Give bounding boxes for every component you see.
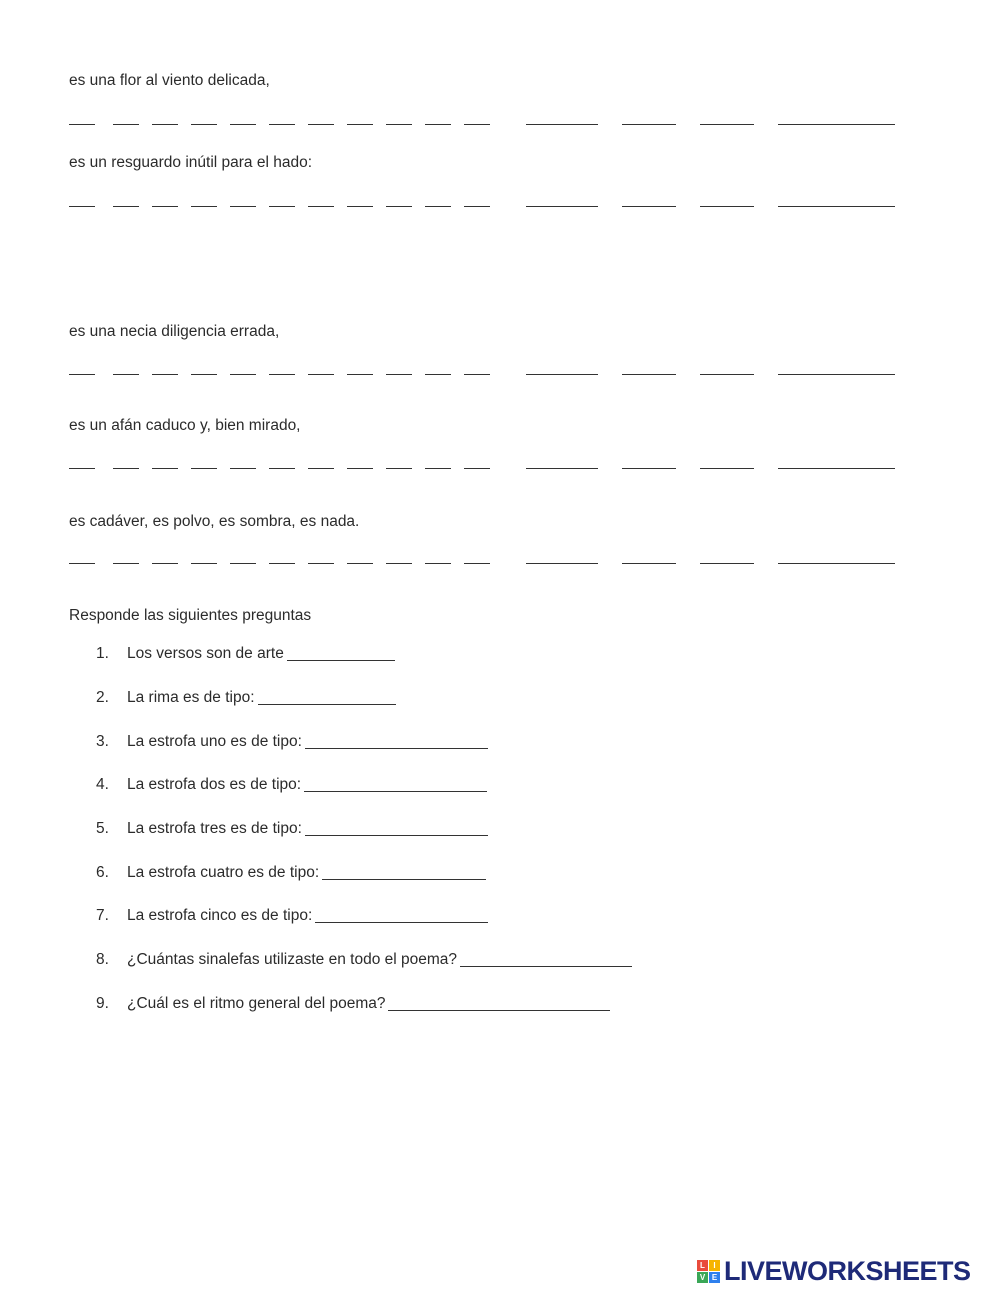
syllable-blank[interactable] — [69, 468, 95, 469]
syllable-blank[interactable] — [778, 374, 895, 375]
question-text: La estrofa cuatro es de tipo: — [127, 864, 320, 881]
syllable-blank[interactable] — [386, 124, 412, 125]
syllable-blank[interactable] — [269, 468, 295, 469]
syllable-blank[interactable] — [152, 374, 178, 375]
question-3 — [96, 732, 488, 752]
syllable-blank[interactable] — [347, 124, 373, 125]
answer-blank[interactable] — [305, 835, 488, 836]
syllable-blank[interactable] — [230, 374, 256, 375]
logo-letter: E — [709, 1272, 720, 1283]
question-4 — [96, 775, 487, 795]
syllable-blank[interactable] — [700, 374, 754, 375]
answer-blank[interactable] — [258, 704, 396, 705]
answer-blank[interactable] — [287, 660, 395, 661]
question-number: 1. — [96, 645, 109, 662]
syllable-blank[interactable] — [269, 124, 295, 125]
question-7 — [96, 906, 488, 926]
syllable-blank[interactable] — [308, 206, 334, 207]
syllable-blank[interactable] — [425, 124, 451, 125]
question-6 — [96, 863, 486, 883]
question-8 — [96, 950, 632, 970]
syllable-blank[interactable] — [152, 206, 178, 207]
syllable-blank[interactable] — [464, 563, 490, 564]
answer-blank[interactable] — [460, 966, 632, 967]
verse-3: es una necia diligencia errada, — [69, 323, 280, 340]
syllable-blank[interactable] — [191, 206, 217, 207]
syllable-blank[interactable] — [622, 563, 676, 564]
syllable-blank[interactable] — [386, 206, 412, 207]
syllable-blank-row — [69, 460, 895, 472]
syllable-blank[interactable] — [526, 468, 598, 469]
syllable-blank[interactable] — [113, 206, 139, 207]
syllable-blank[interactable] — [191, 374, 217, 375]
syllable-blank[interactable] — [269, 563, 295, 564]
syllable-blank[interactable] — [308, 468, 334, 469]
logo-mark-icon — [697, 1260, 720, 1283]
syllable-blank[interactable] — [308, 374, 334, 375]
syllable-blank[interactable] — [308, 563, 334, 564]
syllable-blank[interactable] — [778, 206, 895, 207]
syllable-blank[interactable] — [622, 468, 676, 469]
answer-blank[interactable] — [315, 922, 488, 923]
verse-2: es un resguardo inútil para el hado: — [69, 154, 312, 171]
question-number: 2. — [96, 689, 109, 706]
syllable-blank[interactable] — [622, 206, 676, 207]
syllable-blank[interactable] — [191, 563, 217, 564]
logo-letter: L — [697, 1260, 708, 1271]
syllable-blank[interactable] — [113, 563, 139, 564]
syllable-blank[interactable] — [622, 374, 676, 375]
syllable-blank[interactable] — [526, 124, 598, 125]
syllable-blank[interactable] — [347, 374, 373, 375]
brand-wordmark: LIVEWORKSHEETS — [724, 1255, 971, 1286]
syllable-blank[interactable] — [69, 206, 95, 207]
syllable-blank[interactable] — [700, 206, 754, 207]
question-number: 3. — [96, 733, 109, 750]
question-text: ¿Cuántas sinalefas utilizaste en todo el poema? — [127, 951, 458, 968]
syllable-blank[interactable] — [386, 563, 412, 564]
syllable-blank[interactable] — [526, 563, 598, 564]
syllable-blank[interactable] — [700, 124, 754, 125]
question-text: La estrofa tres es de tipo: — [127, 820, 302, 837]
syllable-blank[interactable] — [230, 563, 256, 564]
question-number: 7. — [96, 907, 109, 924]
syllable-blank[interactable] — [152, 468, 178, 469]
question-5 — [96, 819, 488, 839]
syllable-blank[interactable] — [113, 468, 139, 469]
question-text: ¿Cuál es el ritmo general del poema? — [127, 995, 386, 1012]
syllable-blank[interactable] — [113, 374, 139, 375]
answer-blank[interactable] — [304, 791, 487, 792]
answer-blank[interactable] — [305, 748, 488, 749]
question-text: La estrofa cinco es de tipo: — [127, 907, 313, 924]
liveworksheets-logo — [697, 1256, 971, 1286]
syllable-blank[interactable] — [622, 124, 676, 125]
syllable-blank[interactable] — [526, 374, 598, 375]
question-number: 5. — [96, 820, 109, 837]
verse-5: es cadáver, es polvo, es sombra, es nada. — [69, 513, 360, 530]
syllable-blank[interactable] — [230, 124, 256, 125]
question-number: 4. — [96, 776, 109, 793]
syllable-blank[interactable] — [464, 206, 490, 207]
syllable-blank[interactable] — [778, 468, 895, 469]
syllable-blank[interactable] — [425, 563, 451, 564]
verse-4: es un afán caduco y, bien mirado, — [69, 417, 301, 434]
answer-blank[interactable] — [322, 879, 486, 880]
syllable-blank[interactable] — [425, 206, 451, 207]
syllable-blank[interactable] — [69, 374, 95, 375]
syllable-blank[interactable] — [191, 468, 217, 469]
question-number: 9. — [96, 995, 109, 1012]
question-2 — [96, 688, 396, 708]
question-9 — [96, 994, 610, 1014]
syllable-blank[interactable] — [230, 468, 256, 469]
question-text: La estrofa uno es de tipo: — [127, 733, 302, 750]
verse-1: es una flor al viento delicada, — [69, 72, 270, 89]
question-text: Los versos son de arte — [127, 645, 284, 662]
syllable-blank[interactable] — [269, 206, 295, 207]
syllable-blank[interactable] — [425, 468, 451, 469]
syllable-blank-row — [69, 366, 895, 378]
syllable-blank[interactable] — [308, 124, 334, 125]
syllable-blank[interactable] — [69, 563, 95, 564]
syllable-blank-row — [69, 116, 895, 128]
question-1 — [96, 644, 395, 664]
logo-letter: V — [697, 1272, 708, 1283]
logo-letter: I — [709, 1260, 720, 1271]
syllable-blank[interactable] — [347, 563, 373, 564]
syllable-blank[interactable] — [386, 468, 412, 469]
answer-blank[interactable] — [388, 1010, 610, 1011]
questions-heading: Responde las siguientes preguntas — [69, 607, 312, 624]
question-number: 6. — [96, 864, 109, 881]
syllable-blank[interactable] — [425, 374, 451, 375]
syllable-blank[interactable] — [152, 124, 178, 125]
syllable-blank[interactable] — [269, 374, 295, 375]
syllable-blank[interactable] — [778, 124, 895, 125]
syllable-blank[interactable] — [526, 206, 598, 207]
syllable-blank[interactable] — [347, 206, 373, 207]
question-text: La estrofa dos es de tipo: — [127, 776, 302, 793]
syllable-blank[interactable] — [152, 563, 178, 564]
syllable-blank[interactable] — [464, 124, 490, 125]
question-number: 8. — [96, 951, 109, 968]
syllable-blank-row — [69, 198, 895, 210]
syllable-blank[interactable] — [778, 563, 895, 564]
syllable-blank[interactable] — [386, 374, 412, 375]
syllable-blank[interactable] — [464, 374, 490, 375]
syllable-blank[interactable] — [69, 124, 95, 125]
syllable-blank[interactable] — [230, 206, 256, 207]
syllable-blank[interactable] — [464, 468, 490, 469]
syllable-blank[interactable] — [347, 468, 373, 469]
syllable-blank[interactable] — [700, 563, 754, 564]
syllable-blank[interactable] — [700, 468, 754, 469]
syllable-blank-row — [69, 555, 895, 567]
question-text: La rima es de tipo: — [127, 689, 255, 706]
syllable-blank[interactable] — [113, 124, 139, 125]
syllable-blank[interactable] — [191, 124, 217, 125]
